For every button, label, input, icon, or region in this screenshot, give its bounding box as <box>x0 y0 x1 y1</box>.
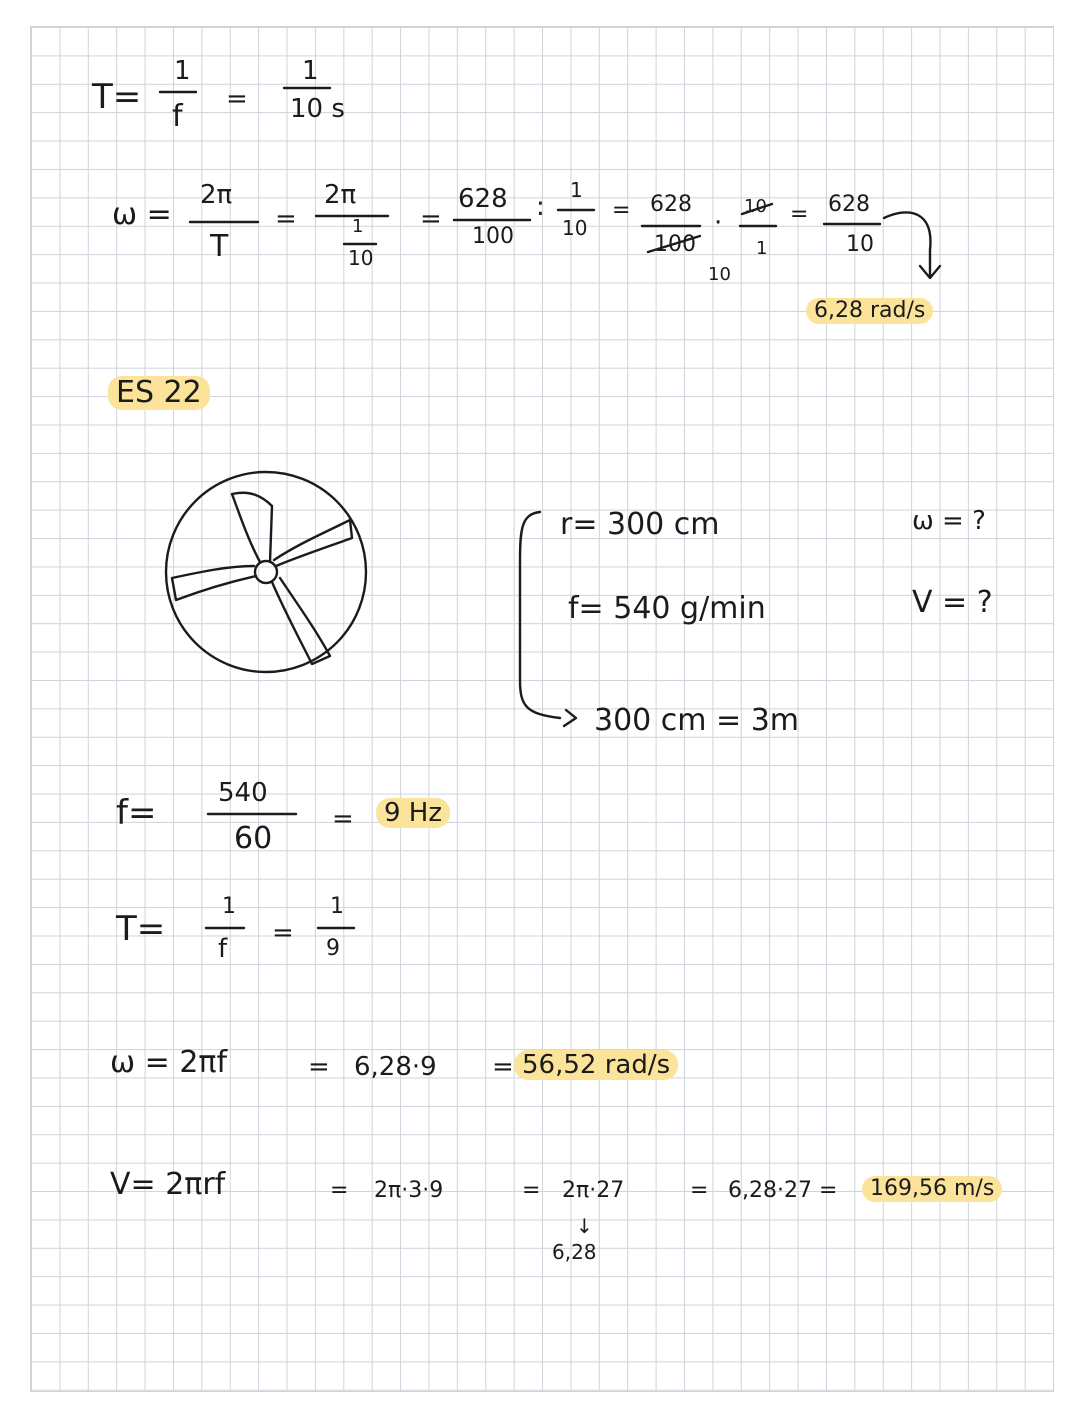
fan-blade <box>272 578 330 664</box>
fan-blade <box>274 520 352 566</box>
equals-sign: = <box>275 204 297 234</box>
multiply-dot: · <box>714 208 723 238</box>
fraction-denominator: 10 <box>846 232 874 257</box>
period-symbol: T= <box>92 77 142 117</box>
equals-sign: = <box>330 1178 349 1203</box>
given-frequency: f= 540 g/min <box>568 591 766 626</box>
fan-blade <box>172 566 256 600</box>
fraction-denominator: 10 <box>562 216 588 240</box>
equals-sign: = <box>332 804 354 834</box>
frequency-result-highlight: 9 Hz <box>376 798 450 828</box>
equals-sign: = <box>226 84 248 114</box>
cancel-stroke <box>648 236 700 252</box>
omega-symbol: ω = <box>112 197 172 232</box>
fraction-numerator: 1 <box>302 56 319 86</box>
fraction-numerator: 2π <box>200 180 233 210</box>
fraction-denominator: 10 s <box>290 94 345 124</box>
section-label: ES 22 <box>108 376 210 410</box>
fraction-denominator: 9 <box>326 936 340 961</box>
equals-sign: = <box>690 1178 709 1203</box>
omega-result-highlight: 6,28 rad/s <box>806 298 933 324</box>
fraction-denominator: 60 <box>234 821 273 856</box>
fraction-denominator: f <box>218 934 228 964</box>
frequency-symbol: f= <box>116 793 157 833</box>
equals-sign: = <box>272 918 294 948</box>
fraction-numerator: 628 <box>650 192 692 217</box>
unknown-omega: ω = ? <box>912 506 986 536</box>
equals-sign: = <box>420 204 442 234</box>
fraction-denominator: T <box>210 229 229 264</box>
fraction-numerator: 10 <box>744 196 767 217</box>
velocity-result-highlight: 169,56 m/s <box>862 1176 1002 1202</box>
fraction-numerator: 1 <box>330 894 344 919</box>
velocity-calculation-3: 6,28·27 = <box>728 1178 838 1203</box>
fraction-denominator: 1 <box>756 238 768 259</box>
omega-calculation: 6,28·9 <box>354 1052 437 1082</box>
fraction-numerator: 1 <box>222 894 236 919</box>
unknown-velocity: V = ? <box>912 585 993 620</box>
fan-hub <box>255 561 277 583</box>
fraction-denominator: f <box>172 99 183 134</box>
velocity-formula: V= 2πrf <box>110 1167 226 1202</box>
fraction-numerator: 628 <box>828 192 870 217</box>
fraction-denominator: 100 <box>472 224 514 249</box>
velocity-calculation-2: 2π·27 <box>562 1178 625 1203</box>
result-arrow <box>884 212 930 276</box>
omega-formula: ω = 2πf <box>110 1045 228 1080</box>
arrow-head <box>564 710 576 726</box>
fraction-numerator: 628 <box>458 184 508 214</box>
unit-conversion: 300 cm = 3m <box>594 703 800 738</box>
equals-sign: = <box>790 202 809 227</box>
fraction-numerator: 1 <box>352 216 364 237</box>
cancel-stroke <box>742 204 772 214</box>
substitution-note: 6,28 <box>552 1240 597 1264</box>
fraction-numerator: 1 <box>174 56 191 86</box>
velocity-calculation-1: 2π·3·9 <box>374 1178 444 1203</box>
fraction-denominator: 10 <box>348 246 374 270</box>
equals-sign: = <box>308 1052 330 1082</box>
equals-sign: = <box>492 1052 514 1082</box>
period-symbol: T= <box>116 909 166 949</box>
fan-blade <box>232 493 272 562</box>
cancel-note: 10 <box>708 264 731 285</box>
fraction-numerator: 1 <box>570 178 583 202</box>
givens-bracket <box>520 512 560 718</box>
fraction-numerator: 540 <box>218 778 268 808</box>
given-radius: r= 300 cm <box>560 507 720 542</box>
fraction-denominator: 100 <box>654 232 696 257</box>
equals-sign: = <box>612 198 631 223</box>
equals-sign: = <box>522 1178 541 1203</box>
omega-result-highlight: 56,52 rad/s <box>514 1050 678 1080</box>
down-arrow-icon: ↓ <box>576 1214 593 1238</box>
division-sign: : <box>536 192 545 222</box>
fraction-numerator: 2π <box>324 180 357 210</box>
